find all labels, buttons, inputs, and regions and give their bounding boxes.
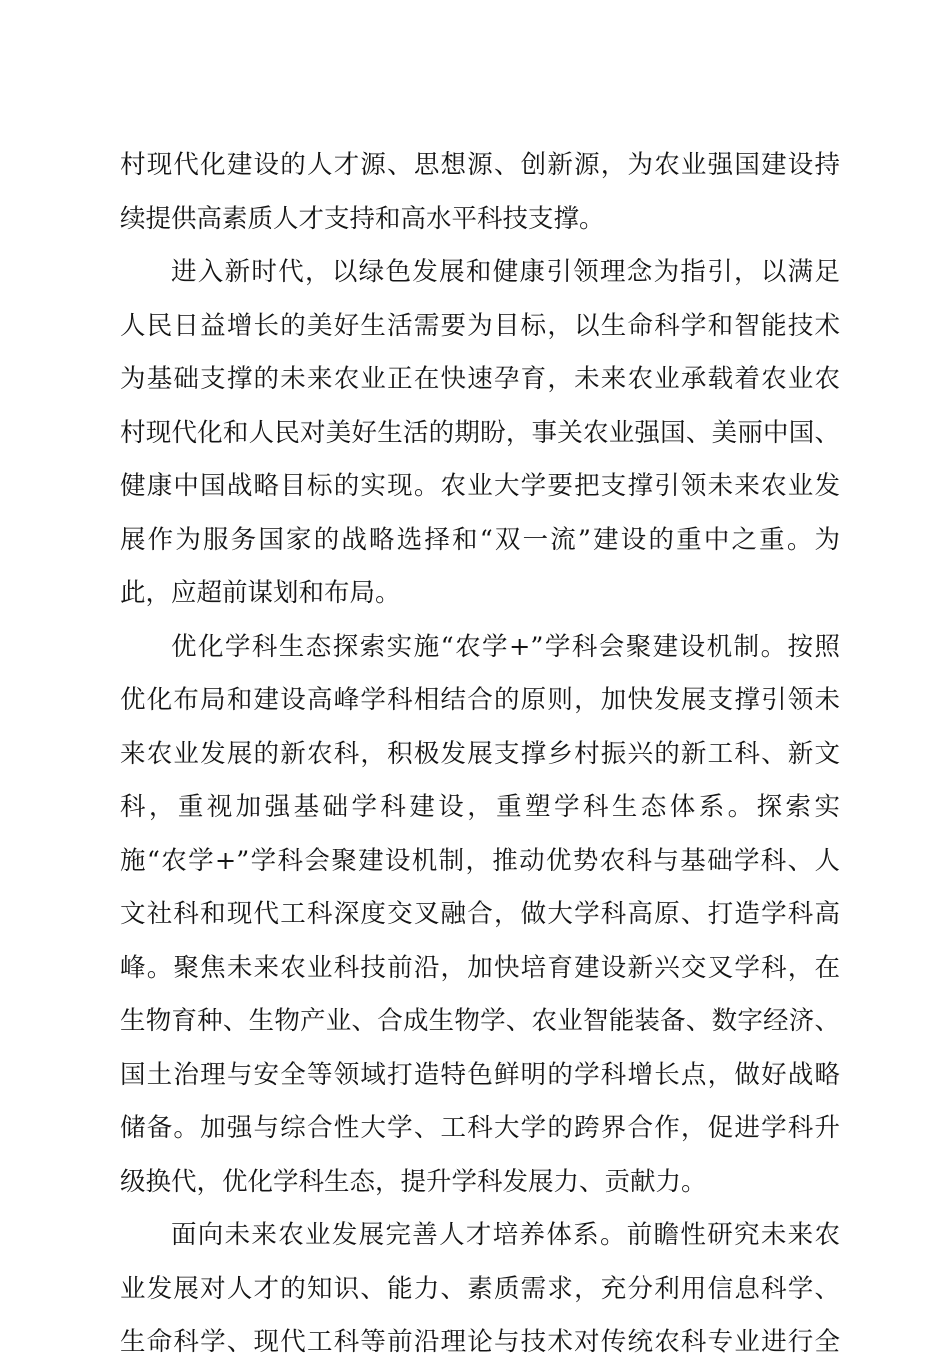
text-line: 生物育种、生物产业、合成生物学、农业智能装备、数字经济、 xyxy=(120,1006,840,1036)
text-line: 村现代化和人民对美好生活的期盼，事关农业强国、美丽中国、 xyxy=(120,417,840,448)
text-line: 为基础支撑的未来农业正在快速孕育，未来农业承载着农业农 xyxy=(120,364,840,394)
text-line: 优化布局和建设高峰学科相结合的原则，加快发展支撑引领未 xyxy=(120,685,840,715)
paragraph-start-line: 面向未来农业发展完善人才培养体系。前瞻性研究未来农 xyxy=(171,1220,840,1250)
paragraph-start-line: 优化学科生态探索实施“农学+”学科会聚建设机制。按照 xyxy=(171,631,840,662)
article-body xyxy=(120,139,840,1370)
text-line: 国土治理与安全等领域打造特色鲜明的学科增长点，做好战略 xyxy=(120,1059,840,1090)
paragraph-end-line: 级换代，优化学科生态，提升学科发展力、贡献力。 xyxy=(120,1166,707,1197)
text-line: 储备。加强与综合性大学、工科大学的跨界合作，促进学科升 xyxy=(120,1113,840,1143)
paragraph-end-line: 此，应超前谋划和布局。 xyxy=(120,578,401,608)
text-line: 科，重视加强基础学科建设，重塑学科生态体系。探索实 xyxy=(120,792,840,822)
paragraph-start-line: 进入新时代，以绿色发展和健康引领理念为指引，以满足 xyxy=(171,257,840,287)
text-line: 展作为服务国家的战略选择和“双一流”建设的重中之重。为 xyxy=(120,524,840,555)
text-line: 人民日益增长的美好生活需要为目标，以生命科学和智能技术 xyxy=(120,310,840,341)
text-line: 文社科和现代工科深度交叉融合，做大学科高原、打造学科高 xyxy=(120,899,840,929)
paragraph-end-line: 续提供高素质人才支持和高水平科技支撑。 xyxy=(120,203,605,234)
text-line: 来农业发展的新农科，积极发展支撑乡村振兴的新工科、新文 xyxy=(120,738,840,769)
text-line: 健康中国战略目标的实现。农业大学要把支撑引领未来农业发 xyxy=(120,471,840,501)
text-line: 业发展对人才的知识、能力、素质需求，充分利用信息科学、 xyxy=(120,1273,840,1304)
text-line: 施“农学+”学科会聚建设机制，推动优势农科与基础学科、人 xyxy=(120,845,840,876)
text-line: 生命科学、现代工科等前沿理论与技术对传统农科专业进行全 xyxy=(120,1327,840,1357)
text-line: 峰。聚焦未来农业科技前沿，加快培育建设新兴交叉学科，在 xyxy=(120,952,840,983)
text-line: 村现代化建设的人才源、思想源、创新源，为农业强国建设持 xyxy=(120,150,840,180)
